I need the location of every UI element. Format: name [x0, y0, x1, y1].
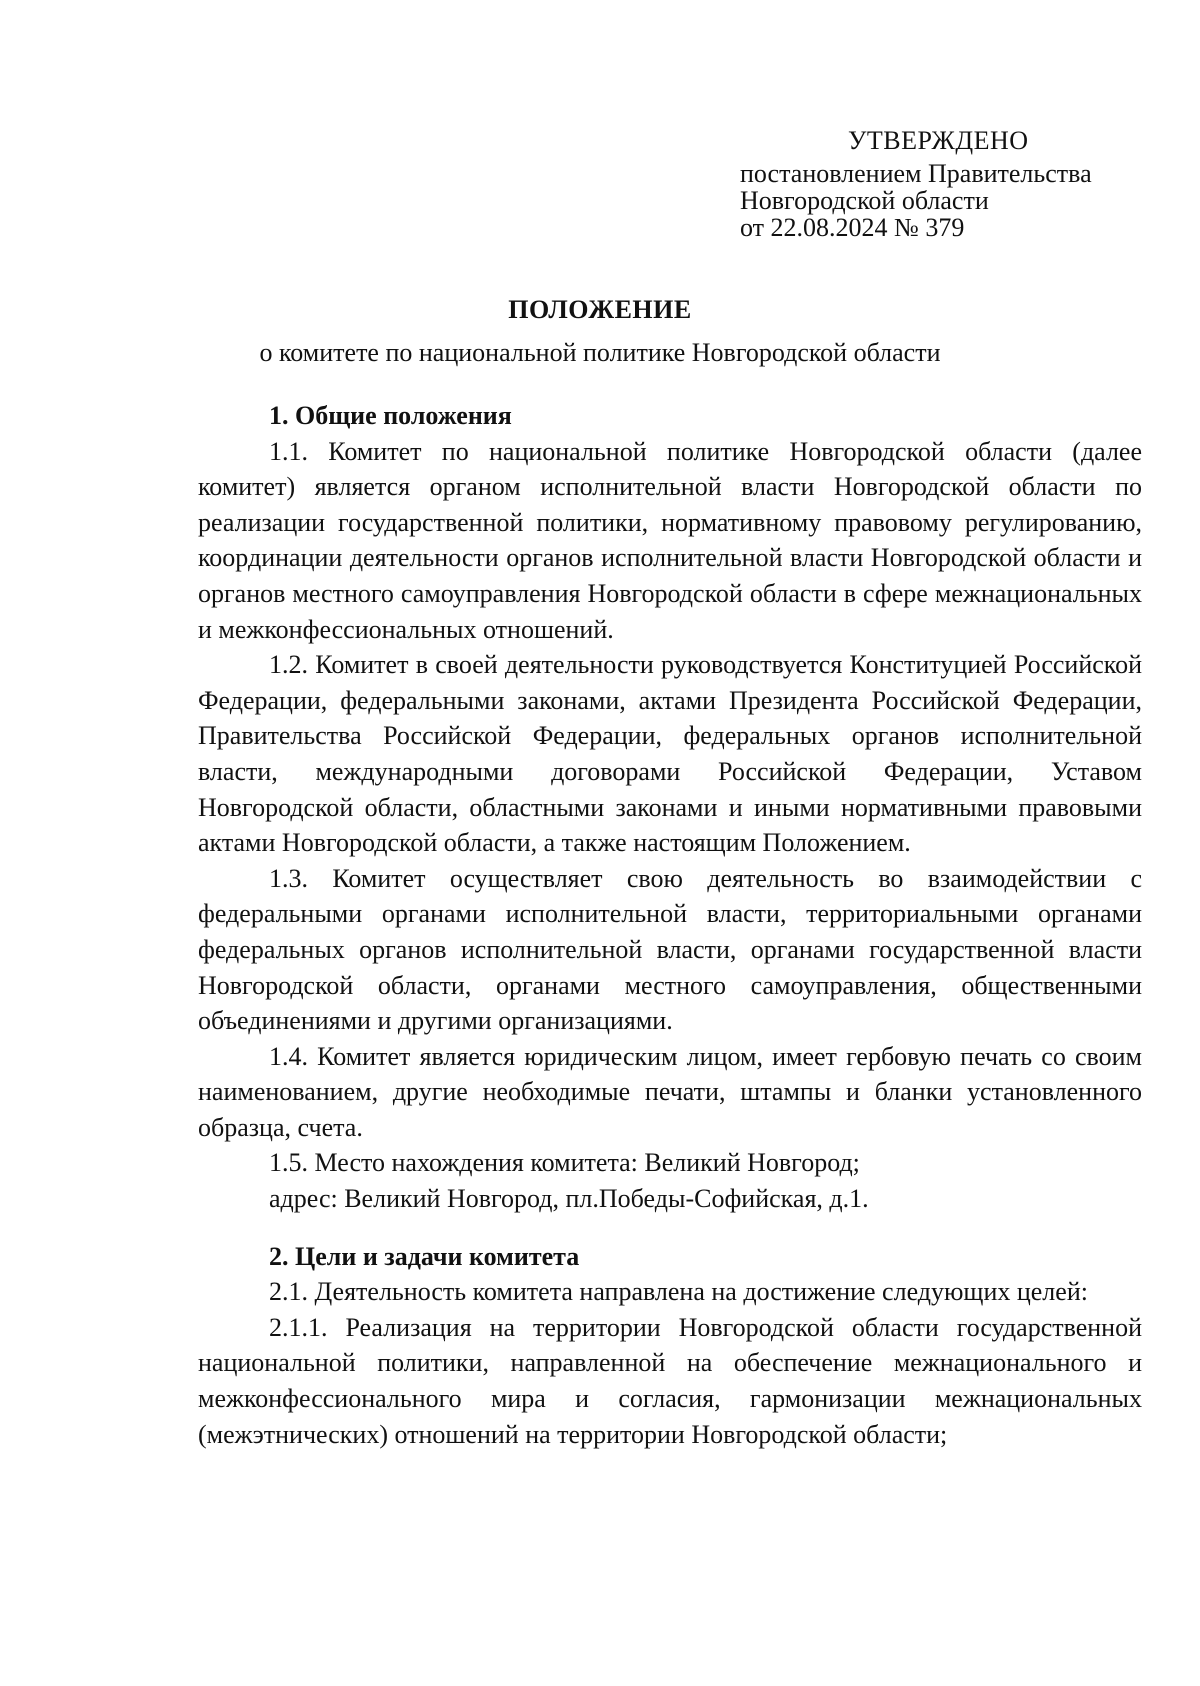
approval-heading: УТВЕРЖДЕНО: [848, 126, 1029, 155]
document-subtitle: о комитете по национальной политике Новгородской области: [259, 338, 941, 367]
approval-line-3: от 22.08.2024 № 379: [740, 213, 965, 242]
paragraph-1-5-address: адрес: Великий Новгород, пл.Победы-Софийская, д.1.: [269, 1184, 869, 1214]
approval-line-1: постановлением Правительства: [740, 159, 1092, 188]
section-1-heading: 1. Общие положения: [269, 401, 512, 430]
paragraph-2-1: 2.1. Деятельность комитета направлена на достижение следующих целей:: [269, 1277, 1088, 1307]
section-2-heading: 2. Цели и задачи комитета: [269, 1241, 580, 1271]
paragraph-2-1-1: 2.1.1. Реализация на территории Новгородской области государственной национальной политики, направленной на обеспечение межнационального и межконфессионального мира и согласия, гармонизации межнациональных (межэтнических) отношений на территории Новгородской области;: [198, 1312, 1142, 1449]
paragraph-1-2: 1.2. Комитет в своей деятельности руководствуется Конституцией Российской Федерации, федеральными законами, актами Президента Российской Федерации, Правительства Российской Федерации, федеральных органов исполнительной власти, международными договорами Российской Федерации, Уставом Новгородской области, областными законами и иными нормативными правовыми актами Новгородской области, а также настоящим Положением.: [198, 650, 1142, 858]
paragraph-1-5-location: 1.5. Место нахождения комитета: Великий Новгород;: [269, 1148, 860, 1178]
approval-line-2: Новгородской области: [740, 186, 989, 215]
document-body: [198, 398, 1142, 1452]
paragraph-1-1: 1.1. Комитет по национальной политике Новгородской области (далее комитет) является органом исполнительной власти Новгородской области по реализации государственной политики, нормативному правовому регулированию, координации деятельности органов исполнительной власти Новгородской области и органов местного самоуправления Новгородской области в сфере межнациональных и межконфессиональных отношений.: [198, 436, 1142, 644]
approval-stamp: [740, 122, 1160, 241]
paragraph-1-3: 1.3. Комитет осуществляет свою деятельность во взаимодействии с федеральными органами исполнительной власти, территориальными органами федеральных органов исполнительной власти, органами государственной власти Новгородской области, органами местного самоуправления, общественными объединениями и другими организациями.: [198, 863, 1142, 1036]
paragraph-1-4: 1.4. Комитет является юридическим лицом, имеет гербовую печать со своим наименованием, другие необходимые печати, штампы и бланки установленного образца, счета.: [198, 1041, 1142, 1142]
document-title: ПОЛОЖЕНИЕ: [508, 295, 692, 324]
